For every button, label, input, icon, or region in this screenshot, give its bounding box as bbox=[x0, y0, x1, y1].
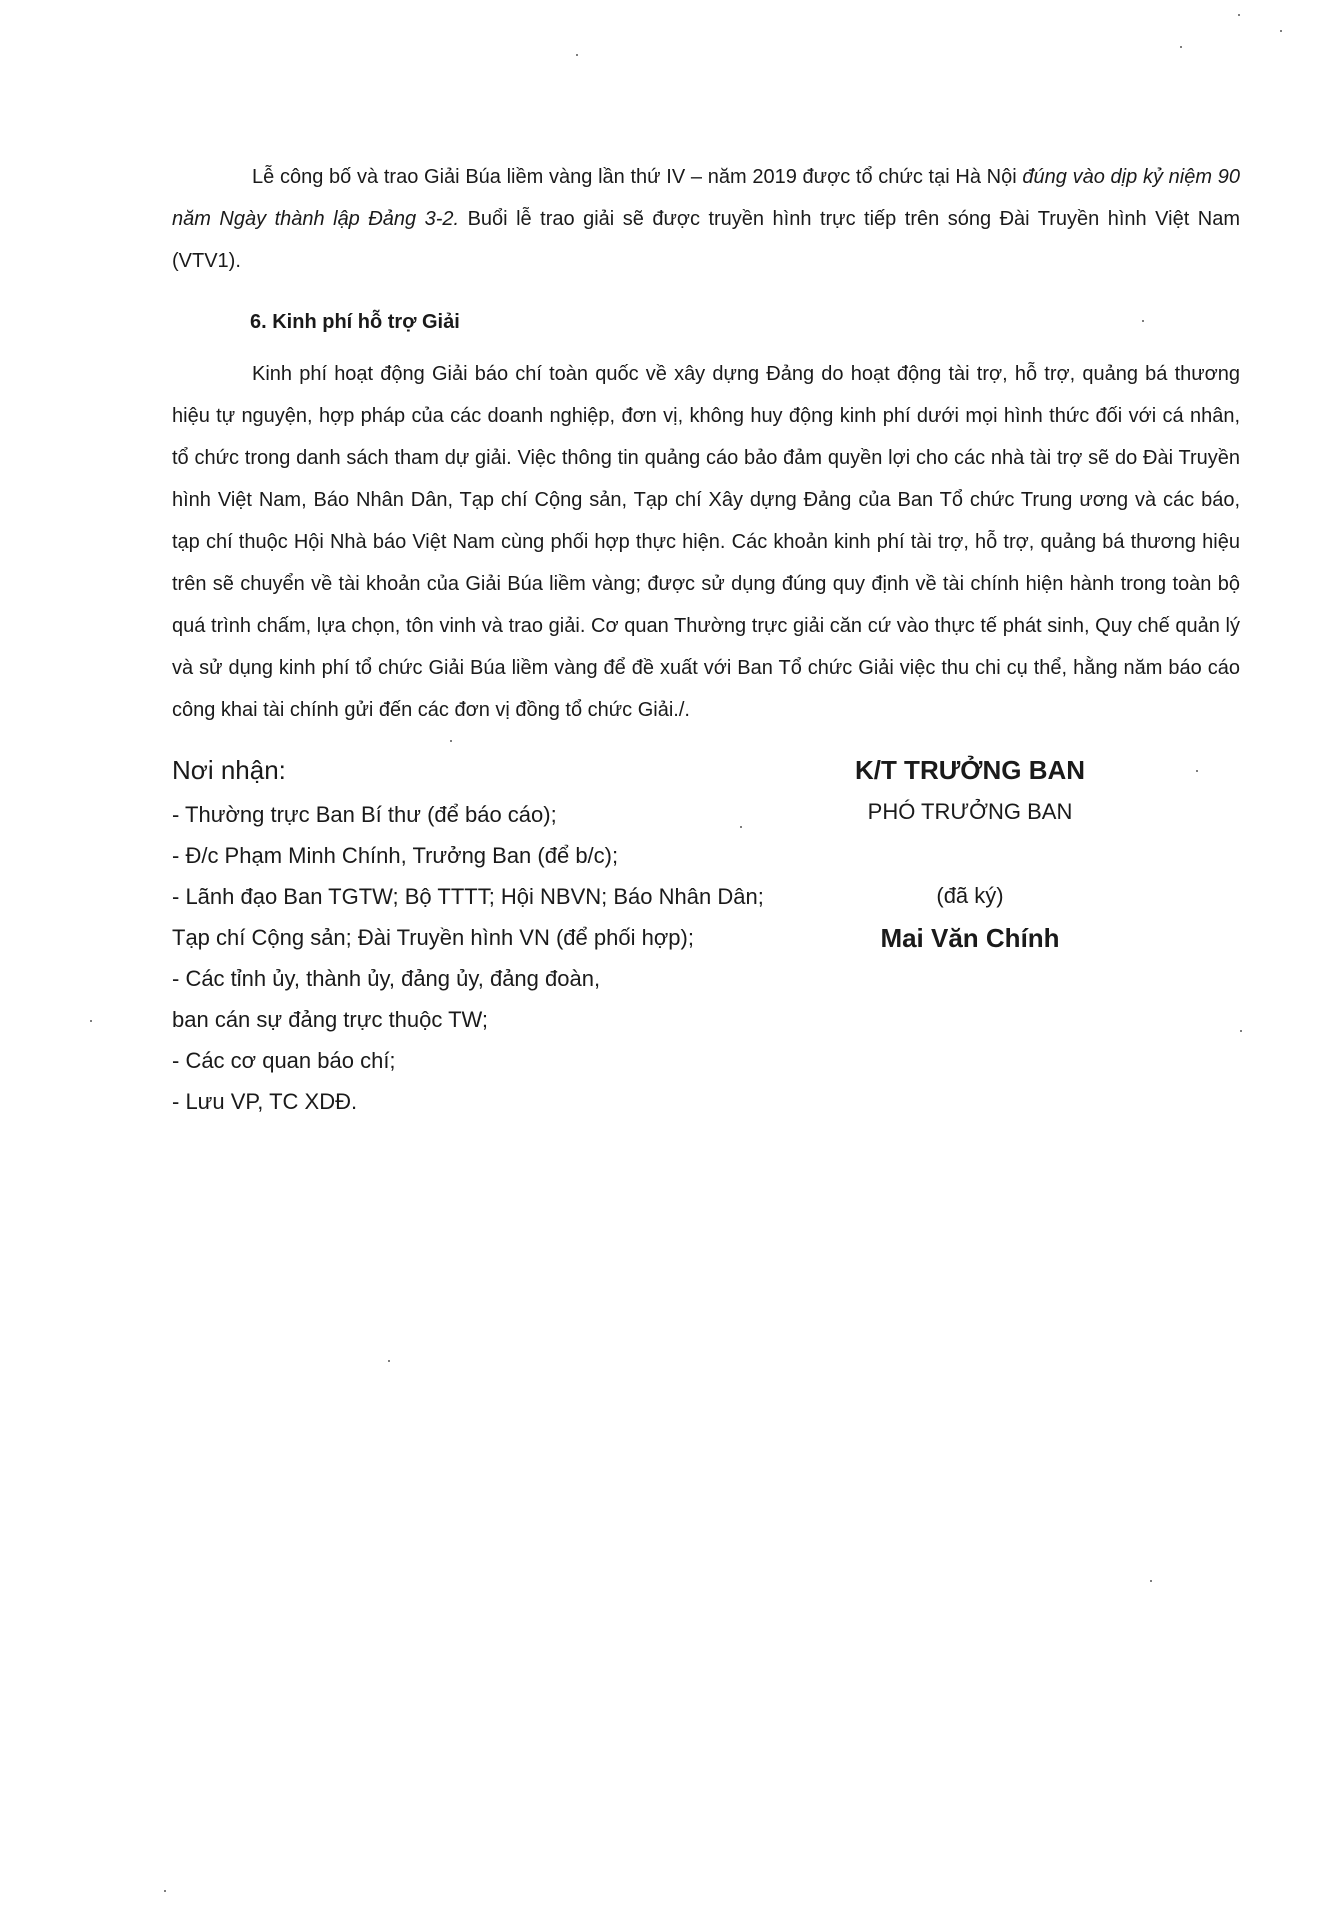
recipient-item: - Các tỉnh ủy, thành ủy, đảng ủy, đảng đoàn, bbox=[172, 966, 601, 991]
recipients-block bbox=[172, 748, 812, 1122]
recipient-item: - Lưu VP, TC XDĐ. bbox=[172, 1089, 358, 1114]
scan-speck bbox=[1150, 1580, 1152, 1582]
recipients-title: Nơi nhận: bbox=[172, 755, 286, 785]
section-6-body-text: Kinh phí hoạt động Giải báo chí toàn quốc về xây dựng Đảng do hoạt động tài trợ, hỗ trợ, quảng bá thương hiệu tự nguyện, hợp pháp của các doanh nghiệp, đơn vị, không huy động kinh phí dưới mọi hình thức đối với cá nhân, tổ chức trong danh sách tham dự giải. Việc thông tin quảng cáo bảo đảm quyền lợi cho các nhà tài trợ sẽ do Đài Truyền hình Việt Nam, Báo Nhân Dân, Tạp chí Cộng sản, Tạp chí Xây dựng Đảng của Ban Tổ chức Trung ương và các báo, tạp chí thuộc Hội Nhà báo Việt Nam cùng phối hợp thực hiện. Các khoản kinh phí tài trợ, hỗ trợ, quảng bá thương hiệu trên sẽ chuyển về tài khoản của Giải Búa liềm vàng; được sử dụng đúng quy định về tài chính hiện hành trong toàn bộ quá trình chấm, lựa chọn, tôn vinh và trao giải. Cơ quan Thường trực giải căn cứ vào thực tế phát sinh, Quy chế quản lý và sử dụng kinh phí tổ chức Giải Búa liềm vàng để đề xuất với Ban Tổ chức Giải việc thu chi cụ thể, hằng năm báo cáo công khai tài chính gửi đến các đơn vị đồng tổ chức Giải./. bbox=[172, 363, 1240, 721]
paragraph-ceremony-italic: đúng vào dịp kỷ niệm 90 năm Ngày thành lập Đảng 3-2. bbox=[172, 166, 1240, 230]
scan-speck bbox=[1180, 46, 1182, 48]
section-6-heading: 6. Kinh phí hỗ trợ Giải bbox=[250, 311, 460, 333]
scan-speck bbox=[740, 826, 742, 828]
signature-signed-note: (đã ký) bbox=[936, 883, 1004, 908]
scan-speck bbox=[1238, 14, 1240, 16]
signature-position: PHÓ TRƯỞNG BAN bbox=[867, 799, 1073, 824]
recipient-item: - Thường trực Ban Bí thư (để báo cáo); bbox=[172, 802, 557, 827]
paragraph-ceremony bbox=[172, 156, 1240, 282]
paragraph-ceremony-text-a: Lễ công bố và trao Giải Búa liềm vàng lần thứ IV – năm 2019 được tổ chức tại Hà Nội bbox=[252, 166, 1023, 188]
recipient-item: Tạp chí Cộng sản; Đài Truyền hình VN (để phối hợp); bbox=[172, 925, 694, 950]
signature-block bbox=[820, 748, 1120, 960]
signer-name: Mai Văn Chính bbox=[880, 923, 1060, 953]
recipient-item: - Đ/c Phạm Minh Chính, Trưởng Ban (để b/c); bbox=[172, 843, 619, 868]
section-6-body bbox=[172, 353, 1240, 731]
scan-speck bbox=[450, 740, 452, 742]
scan-speck bbox=[388, 1360, 390, 1362]
signature-authority: K/T TRƯỞNG BAN bbox=[854, 755, 1086, 785]
scan-speck bbox=[576, 54, 578, 56]
recipient-item: - Các cơ quan báo chí; bbox=[172, 1048, 396, 1073]
paragraph-ceremony-text-b: Buổi lễ trao giải sẽ được truyền hình trực tiếp trên sóng Đài Truyền hình Việt Nam (VTV1). bbox=[172, 208, 1240, 272]
scan-speck bbox=[1280, 30, 1282, 32]
scan-speck bbox=[1196, 770, 1198, 772]
recipient-item: ban cán sự đảng trực thuộc TW; bbox=[172, 1007, 489, 1032]
scan-speck bbox=[1240, 1030, 1242, 1032]
scan-speck bbox=[90, 1020, 92, 1022]
scan-speck bbox=[164, 1890, 166, 1892]
recipient-item: - Lãnh đạo Ban TGTW; Bộ TTTT; Hội NBVN; Báo Nhân Dân; bbox=[172, 884, 764, 909]
scan-speck bbox=[1142, 320, 1144, 322]
